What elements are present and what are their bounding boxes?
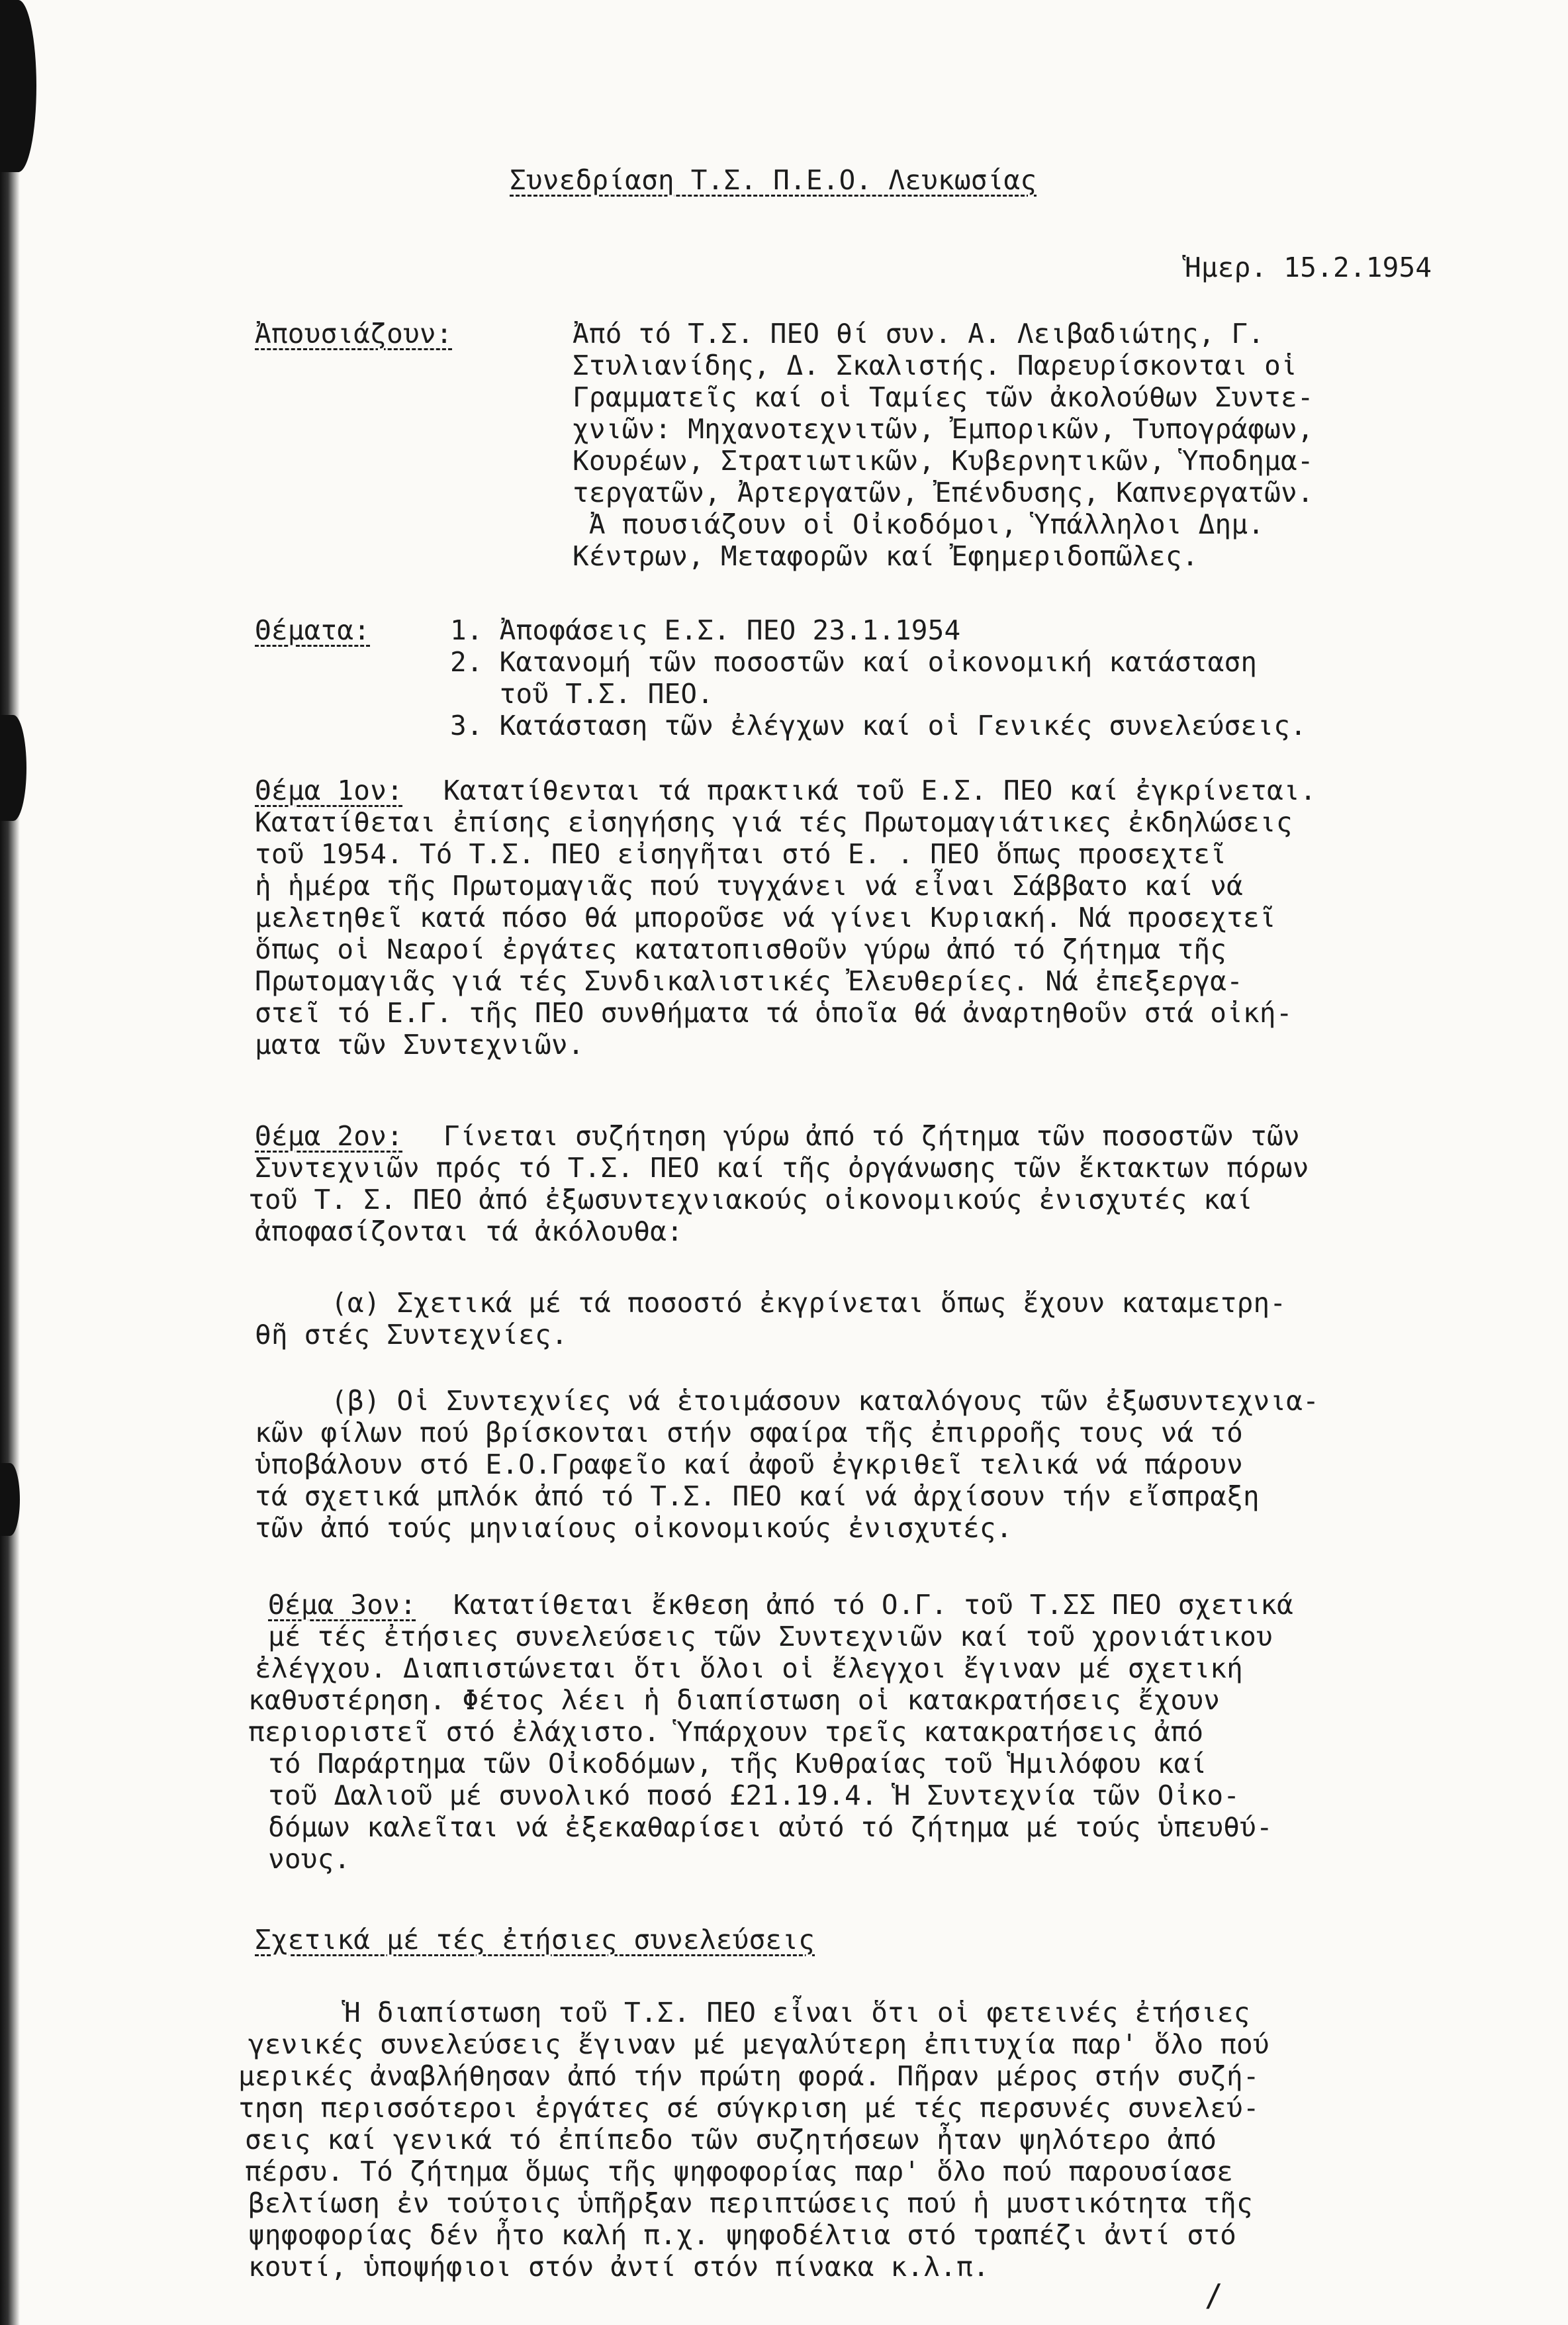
assemblies-line: Ἡ διαπίστωση τοῦ Τ.Σ. ΠΕΟ εἶναι ὅτι οἱ φετεινές ἐτήσιες <box>344 1997 1250 2028</box>
assemblies-line: σεις καί γενικά τό ἐπίπεδο τῶν συζητήσεων ἦταν ψηλότερο ἀπό <box>245 2124 1217 2156</box>
assemblies-line: γενικές συνελεύσεις ἔγιναν μέ μεγαλύτερη ἐπιτυχία παρ' ὅλο πού <box>248 2028 1269 2060</box>
topic1-label: Θέμα 1ον: <box>255 775 403 806</box>
topic3-label: Θέμα 3ον: <box>268 1589 416 1621</box>
topic1-line: μελετηθεῖ κατά πόσο θά μποροῦσε νά γίνει Κυριακή. Νά προσεχτεῖ <box>255 902 1276 933</box>
absent-line: Ἀ πουσιάζουν οἱ Οἰκοδόμοι, Ὑπάλληλοι Δημ. <box>573 508 1265 540</box>
topic1-line: Κατατίθενται τά πρακτικά τοῦ Ε.Σ. ΠΕΟ καί ἐγκρίνεται. <box>427 775 1316 806</box>
stray-mark: / <box>1205 2277 1223 2313</box>
assemblies-line: πέρσυ. Τό ζήτημα ὅμως τῆς ψηφοφορίας παρ' ὅλο πού παρουσίασε <box>245 2156 1234 2187</box>
document-date: Ἡμερ. 15.2.1954 <box>1185 252 1432 283</box>
absent-line: Ἀπό τό Τ.Σ. ΠΕΟ θί συν. Α. Λειβαδιώτης, Γ. <box>573 318 1265 350</box>
topics-label: Θέματα: <box>255 614 371 646</box>
topic-item: 2. Κατανομή τῶν ποσοστῶν καί οἰκονομική κατάσταση <box>450 646 1258 678</box>
scan-edge-blot <box>0 0 36 172</box>
topic3-line: καθυστέρηση. Φέτος λέει ἡ διαπίστωση οἱ κατακρατήσεις ἔχουν <box>248 1684 1221 1716</box>
assemblies-line: ψηφοφορίας δέν ἦτο καλή π.χ. ψηφοδέλτια στό τραπέζι ἀντί στό <box>248 2219 1237 2251</box>
absent-line: Κουρέων, Στρατιωτικῶν, Κυβερνητικῶν, Ὑποδημα- <box>573 445 1314 477</box>
topic2-line: Γίνεται συζήτηση γύρω ἀπό τό ζήτημα τῶν ποσοστῶν τῶν <box>427 1120 1300 1152</box>
topic3-line: ἐλέγχου. Διαπιστώνεται ὅτι ὅλοι οἱ ἔλεγχοι ἔγιναν μέ σχετική <box>255 1652 1244 1684</box>
assemblies-line: τηση περισσότεροι ἐργάτες σέ σύγκριση μέ τές περσυνές συνελεύ- <box>238 2092 1260 2124</box>
topic2-item-b-line: κῶν φίλων πού βρίσκονται στήν σφαίρα τῆς ἐπιρροῆς τους νά τό <box>255 1417 1244 1448</box>
topic-item: 1. Ἀποφάσεις Ε.Σ. ΠΕΟ 23.1.1954 <box>450 614 961 646</box>
topic1-line: Πρωτομαγιᾶς γιά τές Συνδικαλιστικές Ἐλευθερίες. Νά ἐπεξεργα- <box>255 965 1244 997</box>
topic2-item-b-line: τά σχετικά μπλόκ ἀπό τό Τ.Σ. ΠΕΟ καί νά ἀρχίσουν τήν εἴσπραξη <box>255 1480 1260 1512</box>
topic1-line: ἡ ἡμέρα τῆς Πρωτομαγιᾶς πού τυγχάνει νά εἶναι Σάββατο καί νά <box>255 870 1244 902</box>
topic3-line: Κατατίθεται ἔκθεση ἀπό τό Ο.Γ. τοῦ Τ.ΣΣ ΠΕΟ σχετικά <box>437 1589 1293 1621</box>
topic3-line: νους. <box>268 1843 351 1875</box>
absent-line: Γραμματεῖς καί οἱ Ταμίες τῶν ἀκολούθων Συντε- <box>573 381 1314 413</box>
topic2-item-b-line: ὑποβάλουν στό Ε.Ο.Γραφεῖο καί ἀφοῦ ἐγκριθεῖ τελικά νά πάρουν <box>255 1448 1244 1480</box>
topic1-line: στεῖ τό Ε.Γ. τῆς ΠΕΟ συνθήματα τά ὁποῖα θά ἀναρτηθοῦν στά οἰκή- <box>255 997 1293 1029</box>
topic1-line: ματα τῶν Συντεχνιῶν. <box>255 1029 584 1061</box>
assemblies-line: βελτίωση ἐν τούτοις ὑπῆρξαν περιπτώσεις πού ἡ μυστικότητα τῆς <box>248 2187 1253 2219</box>
assemblies-line: μερικές ἀναβλήθησαν ἀπό τήν πρώτη φορά. Πῆραν μέρος στήν συζή- <box>238 2060 1260 2092</box>
topic-item: τοῦ Τ.Σ. ΠΕΟ. <box>450 678 714 710</box>
topic-item: 3. Κατάσταση τῶν ἐλέγχων καί οἱ Γενικές συνελεύσεις. <box>450 710 1307 741</box>
topic2-item-a-line: (α) Σχετικά μέ τά ποσοστό ἐκγρίνεται ὅπως ἔχουν καταμετρη- <box>331 1287 1287 1319</box>
scan-edge-blot <box>0 715 26 821</box>
topic3-line: τό Παράρτημα τῶν Οἰκοδόμων, τῆς Κυθραίας τοῦ Ἡμιλόφου καί <box>268 1748 1207 1779</box>
absent-line: χνιῶν: Μηχανοτεχνιτῶν, Ἐμπορικῶν, Τυπογράφων, <box>573 413 1314 445</box>
absent-line: Κέντρων, Μεταφορῶν καί Ἐφημεριδοπῶλες. <box>573 540 1199 572</box>
topic1-line: Κατατίθεται ἐπίσης εἰσηγήσης γιά τές Πρωτομαγιάτικες ἐκδηλώσεις <box>255 806 1293 838</box>
topic2-label: Θέμα 2ον: <box>255 1120 403 1152</box>
document-title: Συνεδρίαση Τ.Σ. Π.Ε.Ο. Λευκωσίας <box>510 164 1037 196</box>
topic2-line: τοῦ Τ. Σ. ΠΕΟ ἀπό ἐξωσυντεχνιακούς οἰκονομικούς ἐνισχυτές καί <box>248 1184 1253 1215</box>
assemblies-heading: Σχετικά μέ τές ἐτήσιες συνελεύσεις <box>255 1924 815 1956</box>
scan-edge-blot <box>0 1463 20 1536</box>
topic2-item-b-line: τῶν ἀπό τούς μηνιαίους οἰκονομικούς ἐνισχυτές. <box>255 1512 1013 1544</box>
topic2-item-a-line: θῆ στές Συντεχνίες. <box>255 1319 568 1351</box>
topic2-line: ἀποφασίζονται τά ἀκόλουθα: <box>255 1215 683 1247</box>
topic3-line: δόμων καλεῖται νά ἐξεκαθαρίσει αὐτό τό ζήτημα μέ τούς ὑπευθύ- <box>268 1811 1273 1843</box>
topic3-line: τοῦ Δαλιοῦ μέ συνολικό ποσό £21.19.4. Ἡ Συντεχνία τῶν Οἰκο- <box>268 1779 1240 1811</box>
topic2-line: Συντεχνιῶν πρός τό Τ.Σ. ΠΕΟ καί τῆς ὀργάνωσης τῶν ἔκτακτων πόρων <box>255 1152 1309 1184</box>
topic3-line: μέ τές ἐτήσιες συνελεύσεις τῶν Συντεχνιῶν καί τοῦ χρονιάτικου <box>268 1621 1273 1652</box>
absent-label: Ἀπουσιάζουν: <box>255 318 453 350</box>
assemblies-line: κουτί, ὑποψήφιοι στόν ἀντί στόν πίνακα κ.λ.π. <box>248 2251 990 2283</box>
topic1-line: τοῦ 1954. Τό Τ.Σ. ΠΕΟ εἰσηγῆται στό Ε. . ΠΕΟ ὅπως προσεχτεῖ <box>255 838 1227 870</box>
topic3-line: περιοριστεῖ στό ἐλάχιστο. Ὑπάρχουν τρεῖς κατακρατήσεις ἀπό <box>248 1716 1204 1748</box>
absent-line: Στυλιανίδης, Δ. Σκαλιστής. Παρευρίσκονται οἱ <box>573 350 1297 381</box>
topic1-line: ὅπως οἱ Νεαροί ἐργάτες κατατοπισθοῦν γύρω ἀπό τό ζήτημα τῆς <box>255 933 1227 965</box>
topic2-item-b-line: (β) Οἱ Συντεχνίες νά ἑτοιμάσουν καταλόγους τῶν ἐξωσυντεχνια- <box>331 1385 1320 1417</box>
absent-line: τεργατῶν, Ἀρτεργατῶν, Ἐπένδυσης, Καπνεργατῶν. <box>573 477 1314 508</box>
scan-edge-shadow <box>0 0 20 2325</box>
